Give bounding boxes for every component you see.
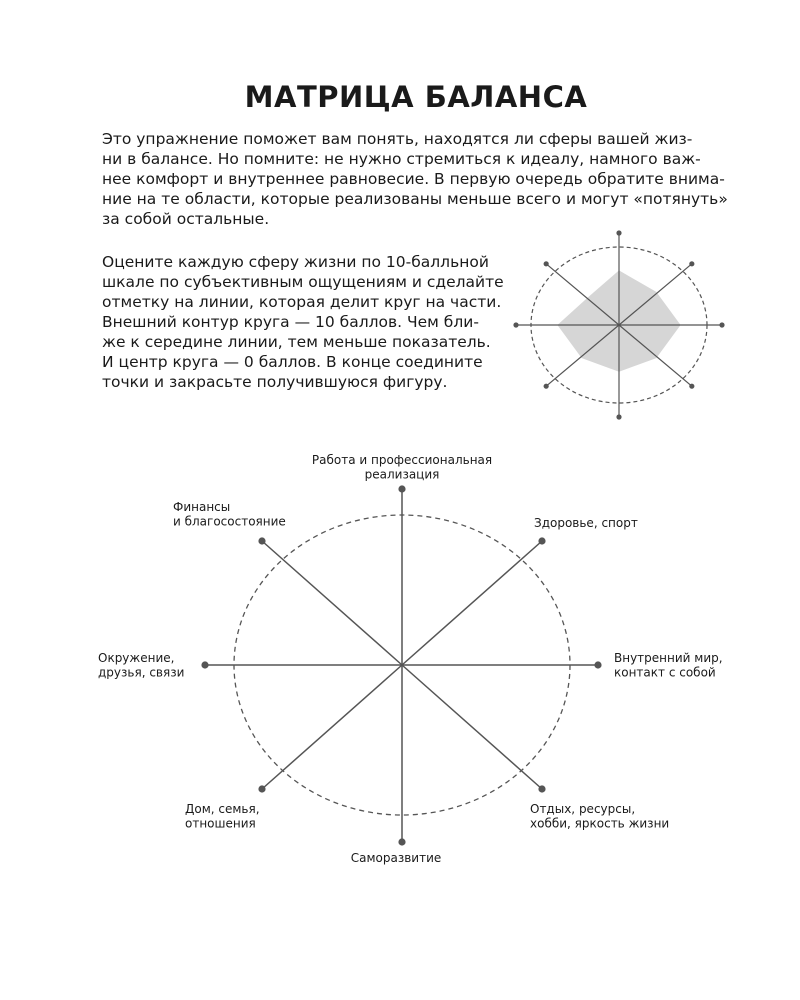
sphere-label-line: Отдых, ресурсы, [530,802,636,816]
instruction-line: шкале по субъективным ощущениям и сделайте [102,273,504,291]
example-axis-endpoint [513,322,518,327]
sphere-axis-endpoint [258,537,265,544]
intro-line: ние на те области, которые реализованы меньше всего и могут «потянуть» [102,190,728,208]
sphere-axis-endpoint [594,661,601,668]
sphere-axis-endpoint [258,785,265,792]
sphere-label-line: Здоровье, спорт [534,516,638,530]
sphere-axis-endpoint [398,485,405,492]
example-axis-endpoint [616,414,621,419]
instruction-line: же к середине линии, тем меньше показатель. [102,333,491,351]
sphere-label [351,851,442,865]
sphere-label-line: Дом, семья, [185,802,260,816]
example-axis-endpoint [719,322,724,327]
sphere-label [614,651,723,680]
instruction-line: отметку на линии, которая делит круг на части. [102,293,502,311]
intro-line: нее комфорт и внутреннее равновесие. В первую очередь обратите внима- [102,170,725,188]
sphere-axis-endpoint [538,785,545,792]
sphere-label-line: хобби, яркость жизни [530,816,670,831]
instruction-line: И центр круга — 0 баллов. В конце соедините [102,353,483,371]
example-wheel [513,230,724,419]
sphere-axis-endpoint [398,838,405,845]
instruction-line: Оцените каждую сферу жизни по 10-балльной [102,253,489,271]
sphere-label [173,500,286,529]
sphere-label-line: Внутренний мир, [614,651,723,665]
sphere-label-line: отношения [185,816,256,831]
instruction-line: точки и закрасьте получившуюся фигуру. [102,373,448,391]
sphere-axis-line[interactable] [262,665,402,789]
sphere-label [185,802,260,831]
sphere-label [312,453,492,482]
sphere-axis-endpoint [201,661,208,668]
sphere-label [98,651,184,680]
page-title: МАТРИЦА БАЛАНСА [244,80,588,114]
example-axis-endpoint [544,384,549,389]
example-axis-endpoint [616,230,621,235]
sphere-axis-line[interactable] [402,665,542,789]
sphere-axis-line[interactable] [262,541,402,665]
sphere-axis-line[interactable] [402,541,542,665]
sphere-label-line: и благосостояние [173,514,286,529]
sphere-label [530,802,669,831]
sphere-axis-endpoint [538,537,545,544]
example-axis-endpoint [544,261,549,266]
intro-line: Это упражнение поможет вам понять, находятся ли сферы вашей жиз- [102,130,693,148]
sphere-label-line: Окружение, [98,651,175,665]
sphere-label-line: реализация [364,467,440,482]
intro-line: ни в балансе. Но помните: не нужно стремиться к идеалу, намного важ- [102,150,701,168]
sphere-label-line: Саморазвитие [350,851,442,865]
sphere-label [534,516,638,530]
sphere-label-line: Финансы [173,500,231,514]
sphere-label-line: друзья, связи [98,665,185,680]
example-axis-endpoint [689,384,694,389]
sphere-label-line: Работа и профессиональная [311,453,493,467]
sphere-label-line: контакт с собой [614,665,716,680]
intro-line: за собой остальные. [102,210,270,228]
instruction-line: Внешний контур круга — 10 баллов. Чем бли- [102,313,479,331]
balance-wheel[interactable] [98,453,723,865]
example-axis-endpoint [689,261,694,266]
